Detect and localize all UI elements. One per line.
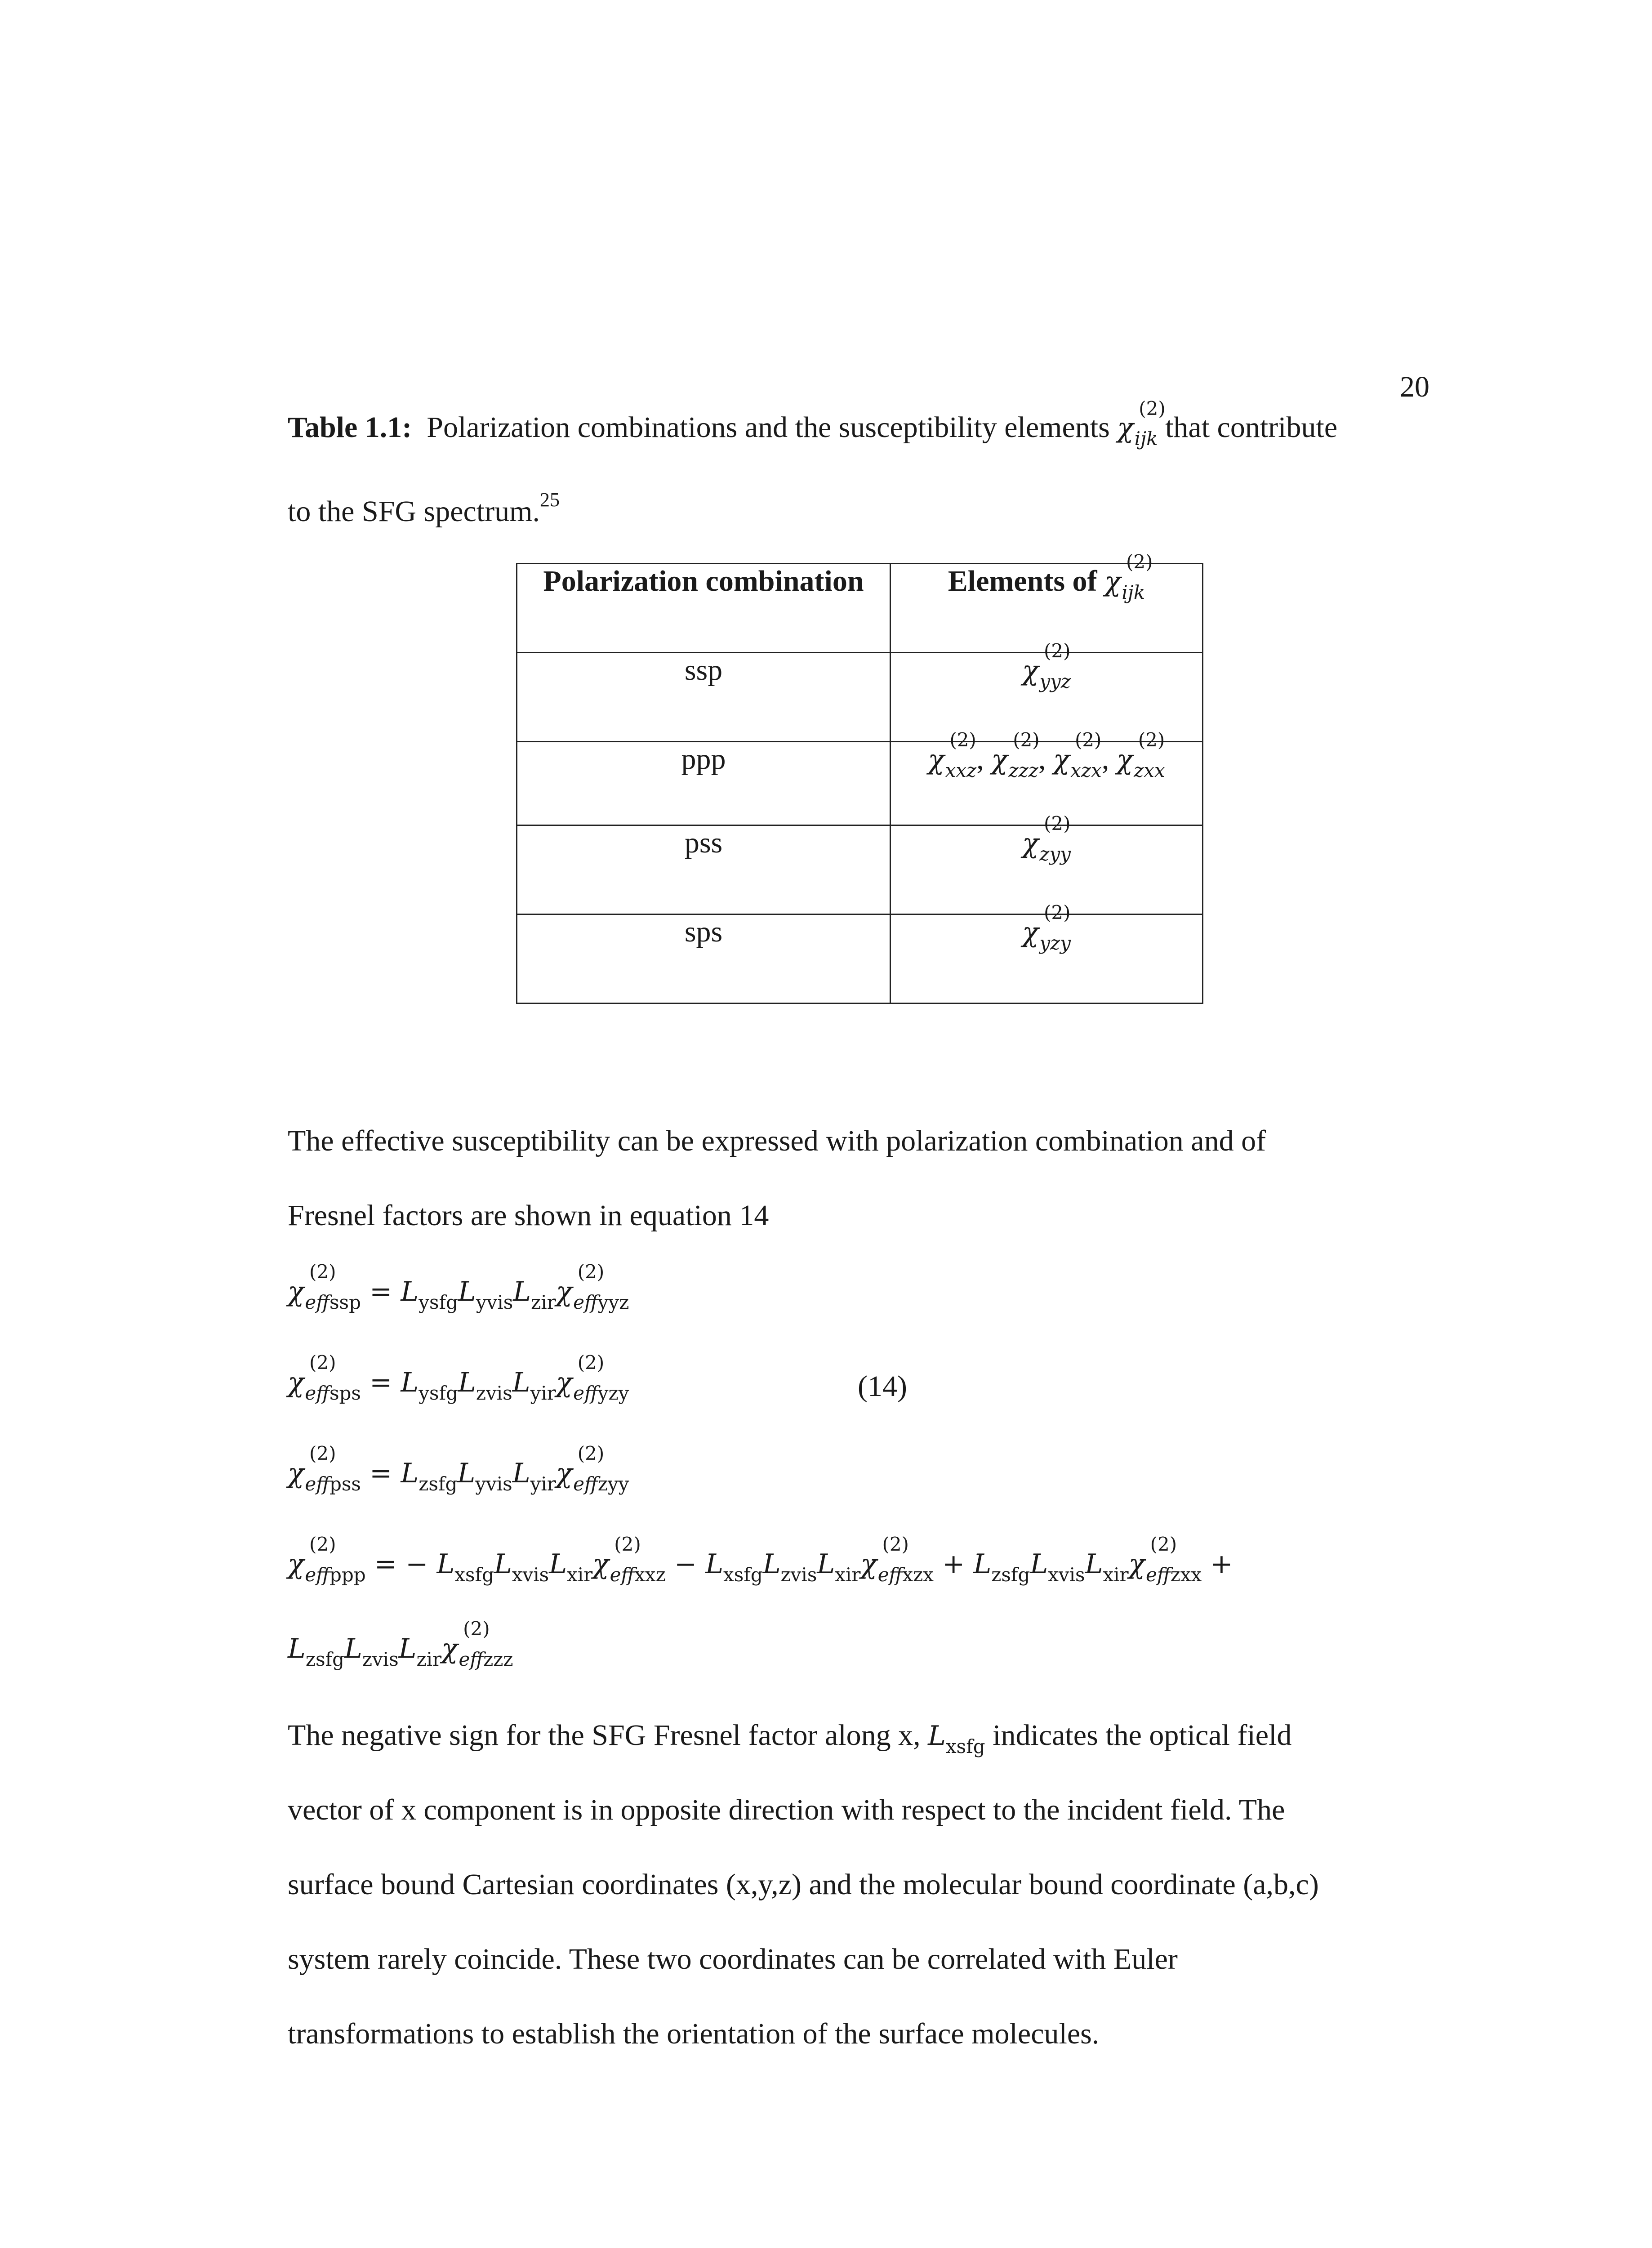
combo-cell: ssp <box>517 653 891 742</box>
caption-text-before: Polarization combinations and the susceptibility elements <box>427 411 1110 444</box>
chi-ijk-symbol: χ (2) $_{ijk}$ <box>1117 397 1166 450</box>
header-elements: Elements of χ (2) $_{ijk}$ <box>891 564 1203 653</box>
table-caption <box>288 397 1338 450</box>
paragraph-line: transformations to establish the orientation of the surface molecules. <box>288 2017 1100 2050</box>
combo-cell: ppp <box>517 742 891 825</box>
paragraph-line: The negative sign for the SFG Fresnel factor along x, $L_{xsfg}$ indicates the optical field <box>288 1719 1292 1757</box>
elements-cell <box>891 901 1203 1004</box>
chi-zyy-symbol: χ (2) $_{zyy}$ <box>1022 812 1071 865</box>
chi-yzy-symbol: χ (2) $_{yzy}$ <box>1022 901 1071 954</box>
equation-ssp: χ (2) $_{effssp} = L_{ysfg}L_{yvis}L_{zir}\chi$ (2) $_{effyyz}$ <box>288 1261 629 1313</box>
equation-ppp: χ (2) $_{effppp}$ = − $L_{xsfg}L_{xvis}L_{xir}\chi$ (2) $_{effxxz} - L_{xsfg}L_{zvis}L_{xir}\chi$ (2) $_{effxzx} + L_{zsfg}L_{xvis}L_{xir}\chi$ (2) $_{effzxx}$ + <box>288 1533 1233 1586</box>
elements-cell <box>891 812 1203 914</box>
l-xsfg-symbol: $L_{xsfg}$ <box>928 1720 985 1757</box>
paragraph-line: The effective susceptibility can be expressed with polarization combination and of <box>288 1124 1266 1157</box>
table-header-row <box>517 564 1203 653</box>
paragraph-line: vector of x component is in opposite direction with respect to the incident field. The <box>288 1793 1285 1826</box>
chi-yyz-symbol: χ (2) $_{yyz}$ <box>1022 640 1071 692</box>
chi-xxz-symbol: χ (2) $_{xxz}$ <box>928 729 977 781</box>
paragraph-line: Fresnel factors are shown in equation 14 <box>288 1199 769 1232</box>
chi-xzx-symbol: χ (2) $_{xzx}$ <box>1053 729 1102 781</box>
elements-cell: χ (2) $_{xxz}$, χ (2) $_{zzz}$, χ (2) $_{xzx}$, χ (2) $_{zxx}$ <box>891 742 1203 825</box>
equation-number: (14) <box>858 1370 907 1403</box>
table-caption-line2: to the SFG spectrum.$^{25}$ <box>288 489 560 528</box>
table-row <box>517 742 1203 825</box>
combo-cell: sps <box>517 914 891 1004</box>
elements-cell <box>891 640 1203 742</box>
paragraph-line: system rarely coincide. These two coordinates can be correlated with Euler <box>288 1943 1178 1976</box>
chi-ijk-symbol: χ (2) $_{ijk}$ <box>1104 551 1153 603</box>
equation-ppp-continued: $L_{zsfg}L_{zvis}L_{zir}\chi$ (2) $_{effzzz}$ <box>288 1618 513 1670</box>
chi-zxx-symbol: χ (2) $_{zxx}$ <box>1116 729 1165 781</box>
equation-sps: χ (2) $_{effsps} = L_{ysfg}L_{zvis}L_{yir}\chi$ (2) $_{effyzy}$ <box>288 1351 629 1404</box>
combo-cell: pss <box>517 825 891 914</box>
header-polarization-combination: Polarization combination <box>517 564 891 653</box>
equation-pss: χ (2) $_{effpss} = L_{zsfg}L_{yvis}L_{yir}\chi$ (2) $_{effzyy}$ <box>288 1442 629 1495</box>
chi-zzz-symbol: χ (2) $_{zzz}$ <box>991 729 1040 781</box>
polarization-table <box>516 551 1203 1004</box>
caption-label: Table 1.1: <box>288 411 412 444</box>
paragraph-line: surface bound Cartesian coordinates (x,y,z) and the molecular bound coordinate (a,b,c) <box>288 1868 1319 1901</box>
caption-text-after: that contribute <box>1165 411 1338 444</box>
footnote-ref: 25 <box>539 489 560 511</box>
table-row <box>517 914 1203 1004</box>
page-number: 20 <box>1400 370 1429 403</box>
table-row <box>517 825 1203 914</box>
table-row <box>517 653 1203 742</box>
